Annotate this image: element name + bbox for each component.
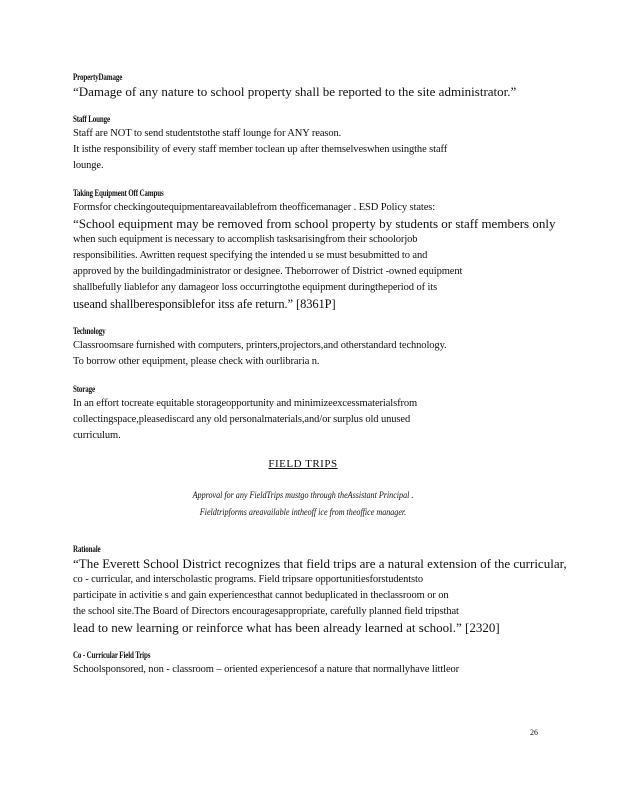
note-line: Approval for any FieldTrips mustgo through theAssistant Principal . (192, 491, 414, 501)
body-line: curriculum. (73, 430, 121, 441)
body-line: Schoolsponsored, non - classroom – oriented experiencesof a nature that normallyhave littleor (73, 664, 460, 675)
quote-line: lead to new learning or reinforce what has been already learned at school.” [2320] (73, 620, 500, 635)
section-heading: Storage (73, 384, 95, 394)
body-line: lounge. (73, 160, 104, 171)
quote-line: “Damage of any nature to school property shall be reported to the site administrator.” (73, 84, 517, 99)
section-heading: Technology (73, 326, 106, 336)
section-technology (73, 326, 533, 370)
body-line: participate in activitie s and gain experiencesthat cannot beduplicated in theclassroom or on (73, 590, 449, 601)
field-trip-notes (108, 488, 499, 522)
note-line: Fieldtripforms areavailable intheoff ice from theoffice manager. (199, 508, 407, 518)
section-heading: Co - Curricular Field Trips (73, 650, 151, 660)
quote-line: “The Everett School District recognizes that field trips are a natural extension of the curricular, (73, 556, 567, 571)
body-line: approved by the buildingadministrator or designee. Theborrower of District -owned equipment (73, 266, 463, 277)
body-line: collectingspace,pleasediscard any old personalmaterials,and/or surplus old unused (73, 414, 411, 425)
body-line: shallbefully liablefor any damageor loss occurringtothe equipment duringtheperiod of its (73, 282, 438, 293)
body-line: Formsfor checkingoutequipmentareavailablefrom theofficemanager . ESD Policy states: (73, 202, 436, 213)
section-heading: Taking Equipment Off Campus (73, 188, 164, 198)
section-co-curricular (73, 650, 533, 678)
body-line: Classroomsare furnished with computers, printers,projectors,and otherstandard technology. (73, 340, 447, 351)
body-line: responsibilities. Awritten request specifying the intended u se must besubmitted to and (73, 250, 428, 261)
body-line: the school site.The Board of Directors encouragesappropriate, carefully planned field tripsthat (73, 606, 459, 617)
body-line: when such equipment is necessary to accomplish tasksarisingfrom their schoolorjob (73, 234, 418, 245)
body-line: To borrow other equipment, please check with ourlibraria n. (73, 356, 320, 367)
section-heading: Staff Lounge (73, 114, 110, 124)
document-content (73, 72, 567, 692)
page-title: FIELD TRIPS (268, 458, 338, 470)
body-line: Staff are NOT to send studentstothe staff lounge for ANY reason. (73, 128, 342, 139)
quote-line: “School equipment may be removed from school property by students or staff members only (73, 216, 556, 231)
section-property-damage (73, 72, 533, 100)
section-staff-lounge (73, 114, 533, 174)
page-number: 26 (530, 728, 538, 737)
section-heading: Rationale (73, 544, 101, 554)
body-line: It isthe responsibility of every staff member toclean up after themselveswhen usingthe staff (73, 144, 448, 155)
body-line: useand shallberesponsiblefor itss afe return.” [8361P] (73, 297, 336, 311)
body-line: In an effort tocreate equitable storageopportunity and minimizeexcessmaterialsfrom (73, 398, 418, 409)
section-heading: PropertyDamage (73, 72, 123, 82)
section-taking-equipment (73, 188, 556, 312)
body-line: co - curricular, and interscholastic programs. Field tripsare opportunitiesforstudentsto (73, 574, 424, 585)
section-rationale (73, 544, 567, 636)
section-storage (73, 384, 533, 444)
